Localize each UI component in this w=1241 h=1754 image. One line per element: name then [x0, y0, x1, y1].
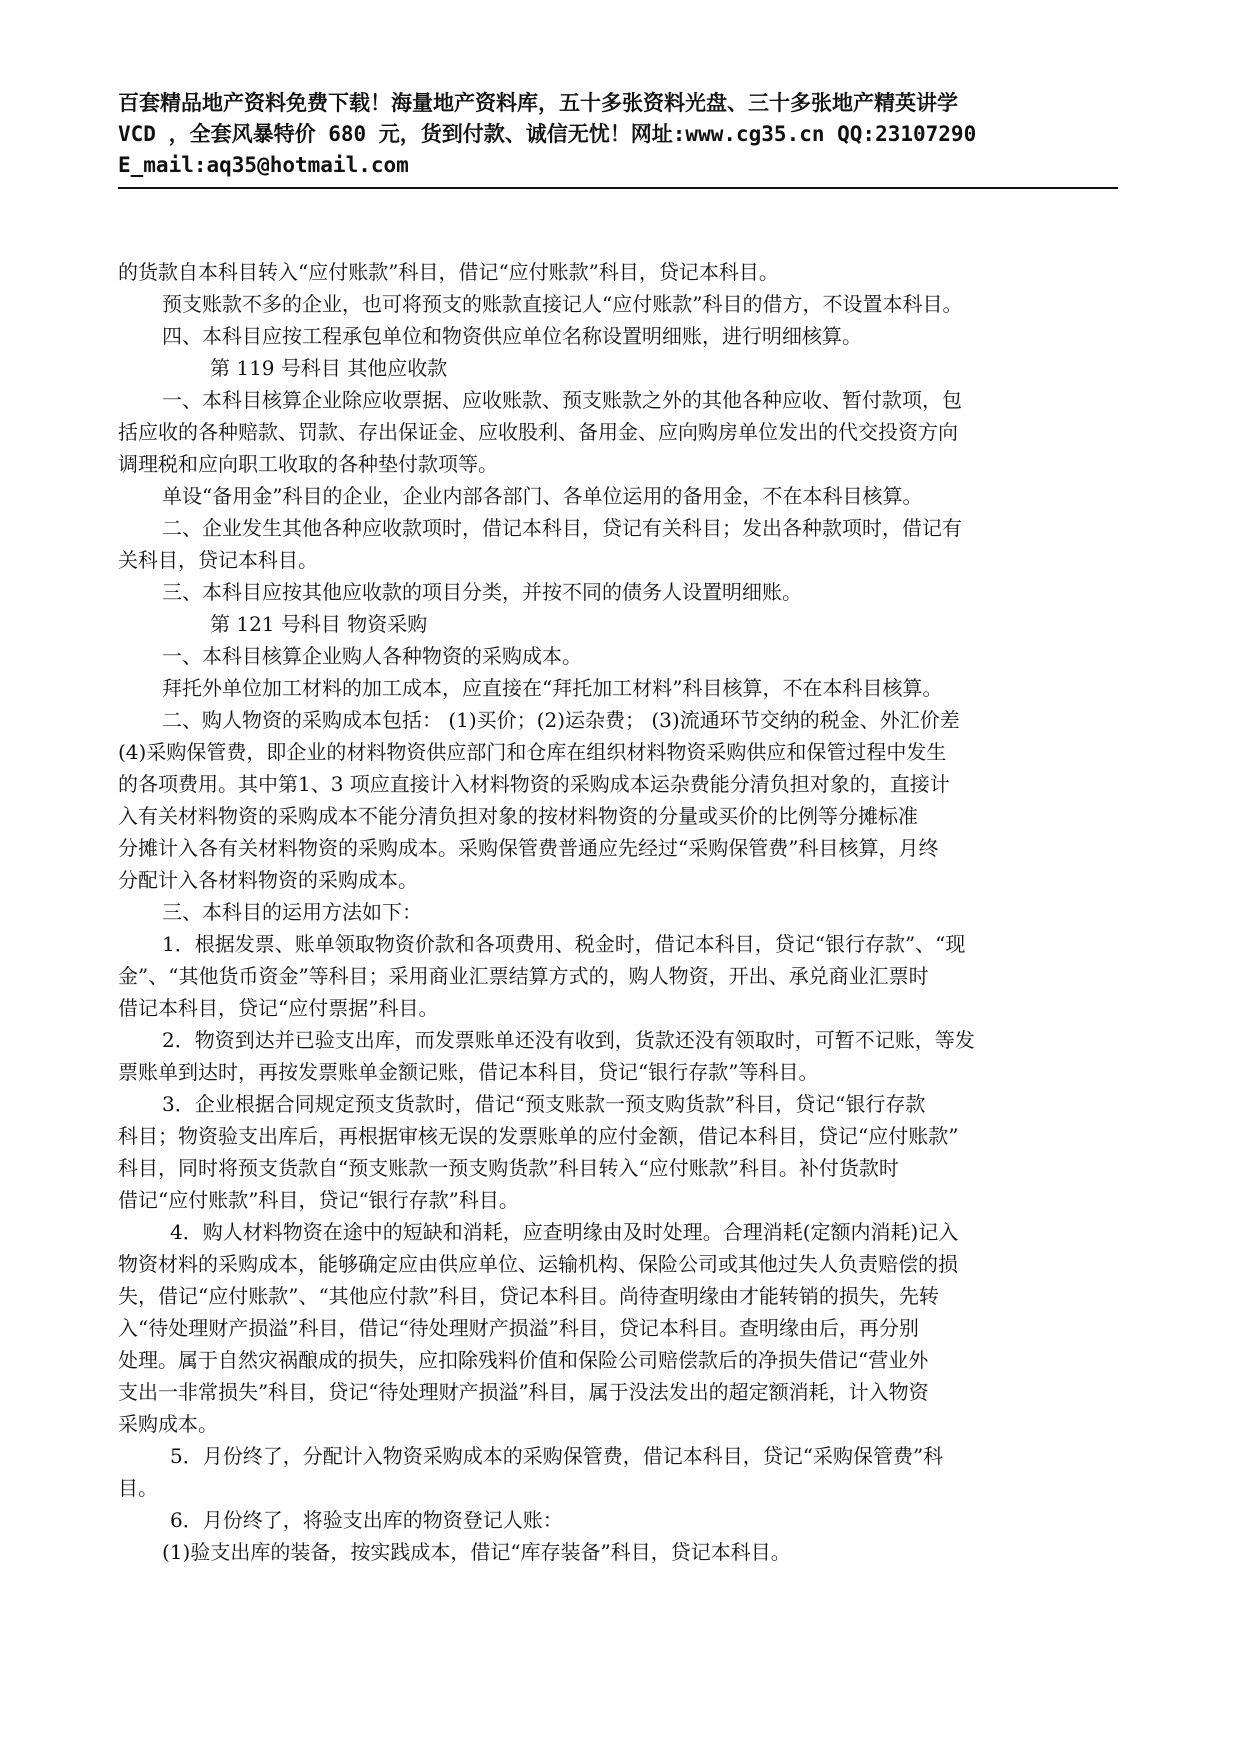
body-line: 拜托外单位加工材料的加工成本，应直接在“拜托加工材料”科目核算，不在本科目核算。 [162, 676, 943, 700]
section-heading: 第 121 号科目 物资采购 [210, 612, 428, 636]
body-line: 单设“备用金”科目的企业，企业内部各部门、各单位运用的备用金，不在本科目核算。 [162, 484, 923, 508]
body-line: 预支账款不多的企业，也可将预支的账款直接记人“应付账款”科目的借方，不设置本科目。 [162, 292, 963, 316]
body-line: (4)采购保管费，即企业的材料物资供应部门和仓库在组织材料物资采购供应和保管过程中发生 [118, 740, 947, 764]
body-line: 6．月份终了，将验支出库的物资登记人账： [170, 1508, 563, 1532]
body-line: 1．根据发票、账单领取物资价款和各项费用、税金时，借记本科目，贷记“银行存款”、“现 [162, 932, 966, 956]
body-line: 科目，同时将预支货款自“预支账款一预支购货款”科目转入“应付账款”科目。补付货款时 [118, 1156, 899, 1180]
body-line: 的各项费用。其中第1、3 项应直接计入材料物资的采购成本运杂费能分清负担对象的，直接计 [118, 772, 950, 796]
body-line: 二、购人物资的采购成本包括： (1)买价；(2)运杂费； (3)流通环节交纳的税金、外汇价差 [162, 708, 960, 732]
body-line: 金”、“其他货币资金”等科目；采用商业汇票结算方式的，购人物资，开出、承兑商业汇票时 [118, 964, 929, 988]
body-line: 物资材料的采购成本，能够确定应由供应单位、运输机构、保险公司或其他过失人负责赔偿的损 [118, 1252, 958, 1276]
body-line: 4．购人材料物资在途中的短缺和消耗，应查明缘由及时处理。合理消耗(定额内消耗)记入 [170, 1220, 959, 1244]
body-line: 科目；物资验支出库后，再根据审核无误的发票账单的应付金额，借记本科目，贷记“应付账款” [118, 1124, 959, 1148]
body-line: 的货款自本科目转入“应付账款”科目，借记“应付账款”科目，贷记本科目。 [118, 260, 779, 284]
body-line: 一、本科目核算企业除应收票据、应收账款、预支账款之外的其他各种应收、暂付款项，包 [162, 388, 962, 412]
body-line: 5．月份终了，分配计入物资采购成本的采购保管费，借记本科目，贷记“采购保管费”科 [170, 1444, 944, 1468]
body-line: 括应收的各种赔款、罚款、存出保证金、应收股利、备用金、应向购房单位发出的代交投资方向 [118, 420, 958, 444]
document-body [118, 256, 1138, 1568]
page-header [118, 88, 1118, 181]
header-line-3: E_mail:aq35@hotmail.com [118, 153, 409, 177]
body-line: 分配计入各材料物资的采购成本。 [118, 868, 418, 892]
body-line: 三、本科目的运用方法如下： [162, 900, 422, 924]
body-line: 借记本科目，贷记“应付票据”科目。 [118, 996, 439, 1020]
body-line: 关科目，贷记本科目。 [118, 548, 318, 572]
body-line: 采购成本。 [118, 1412, 218, 1436]
body-line: 分摊计入各有关材料物资的采购成本。采购保管费普通应先经过“采购保管费”科目核算，月终 [118, 836, 939, 860]
body-line: 二、企业发生其他各种应收款项时，借记本科目，贷记有关科目；发出各种款项时，借记有 [162, 516, 962, 540]
body-line: 目。 [118, 1476, 158, 1500]
body-line: (1)验支出库的装备，按实践成本，借记“库存装备”科目，贷记本科目。 [162, 1540, 791, 1564]
body-line: 2．物资到达并已验支出库，而发票账单还没有收到，货款还没有领取时，可暂不记账，等发 [162, 1028, 975, 1052]
section-heading: 第 119 号科目 其他应收款 [210, 356, 448, 380]
header-line-1: 百套精品地产资料免费下载！海量地产资料库，五十多张资料光盘、三十多张地产精英讲学 [118, 91, 958, 115]
header-divider [118, 187, 1118, 189]
body-line: 借记“应付账款”科目，贷记“银行存款”科目。 [118, 1188, 519, 1212]
body-line: 入“待处理财产损溢”科目，借记“待处理财产损溢”科目，贷记本科目。查明缘由后，再分别 [118, 1316, 919, 1340]
header-line-2: VCD ，全套风暴特价 680 元，货到付款、诚信无忧！网址:www.cg35.cn QQ:23107290 [118, 122, 977, 146]
body-line: 入有关材料物资的采购成本不能分清负担对象的按材料物资的分量或买价的比例等分摊标准 [118, 804, 918, 828]
body-line: 三、本科目应按其他应收款的项目分类，并按不同的债务人设置明细账。 [162, 580, 802, 604]
body-line: 处理。属于自然灾祸酿成的损失，应扣除残料价值和保险公司赔偿款后的净损失借记“营业外 [118, 1348, 929, 1372]
body-line: 票账单到达时，再按发票账单金额记账，借记本科目，贷记“银行存款”等科目。 [118, 1060, 819, 1084]
body-line: 支出一非常损失”科目，贷记“待处理财产损溢”科目，属于没法发出的超定额消耗，计入物资 [118, 1380, 929, 1404]
body-line: 四、本科目应按工程承包单位和物资供应单位名称设置明细账，进行明细核算。 [162, 324, 862, 348]
body-line: 失，借记“应付账款”、“其他应付款”科目，贷记本科目。尚待查明缘由才能转销的损失，先转 [118, 1284, 939, 1308]
body-line: 一、本科目核算企业购人各种物资的采购成本。 [162, 644, 582, 668]
body-line: 3．企业根据合同规定预支货款时，借记“预支账款一预支购货款”科目，贷记“银行存款 [162, 1092, 926, 1116]
body-line: 调理税和应向职工收取的各种垫付款项等。 [118, 452, 498, 476]
